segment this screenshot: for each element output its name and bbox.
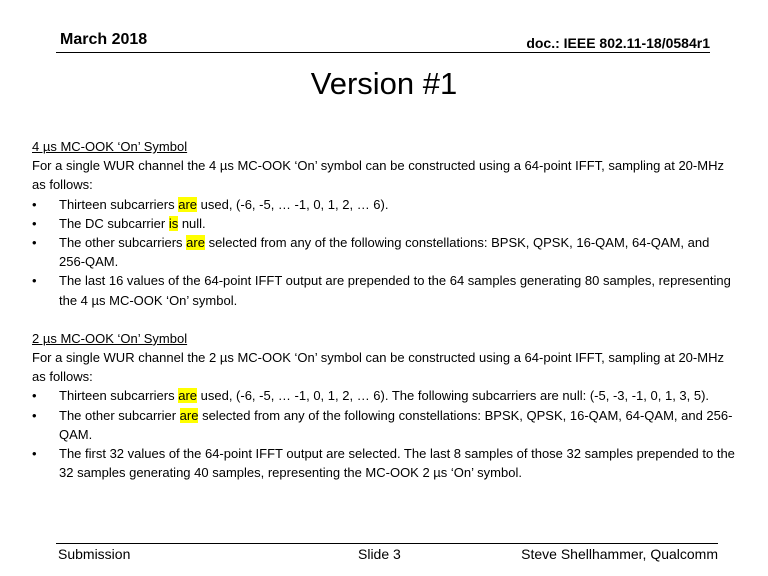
list-item: [32, 444, 738, 482]
list-item: [32, 271, 738, 309]
list-item-text: The other subcarriers are selected from any of the following constellations: BPSK, QPSK, 16-QAM, 64-QAM, and 256-QAM.: [59, 235, 710, 270]
header-divider: [56, 52, 710, 53]
bullet: •: [32, 235, 37, 251]
list-item-text: The other subcarrier are selected from any of the following constellations: BPSK, QPSK, 16-QAM, 64-QAM, and 256-QAM.: [59, 407, 733, 442]
list-item-text: Thirteen subcarriers are used, (-6, -5, … -1, 0, 1, 2, … 6). The following subcarriers are null: (-5, -3, -1, 0, 1, 3, 5).: [59, 388, 710, 404]
section1-heading: 4 µs MC-OOK ‘On’ Symbol: [32, 139, 188, 154]
section2-heading: 2 µs MC-OOK ‘On’ Symbol: [32, 330, 188, 346]
section2-intro: For a single WUR channel the 2 µs MC-OOK ‘On’ symbol can be constructed using a 64-point IFFT, sampling at 20-MHz as follows:: [32, 350, 724, 385]
highlighted-word: are: [186, 235, 205, 251]
bullet: •: [32, 273, 37, 289]
highlighted-word: are: [178, 196, 198, 212]
footer-slide-number: Slide 3: [358, 546, 401, 562]
list-item: [32, 195, 738, 214]
highlighted-word: is: [168, 215, 179, 231]
footer-author: Steve Shellhammer, Qualcomm: [521, 546, 718, 562]
highlighted-word: are: [178, 388, 198, 404]
bullet: •: [32, 388, 37, 404]
list-item: [32, 233, 738, 271]
section1-intro: For a single WUR channel the 4 µs MC-OOK ‘On’ symbol can be constructed using a 64-point IFFT, sampling at 20-MHz as follows:: [32, 158, 724, 193]
list-item-text: Thirteen subcarriers are used, (-6, -5, … -1, 0, 1, 2, … 6).: [59, 196, 389, 212]
list-item-text: The DC subcarrier is null.: [59, 215, 206, 231]
list-item: [32, 406, 738, 444]
slide-title: Version #1: [310, 66, 458, 101]
bullet: •: [32, 196, 37, 212]
list-item: [32, 214, 738, 233]
header-doc-id: doc.: IEEE 802.11-18/0584r1: [526, 35, 710, 51]
bullet: •: [32, 215, 37, 231]
section-spacer: [32, 310, 738, 329]
slide-body: [32, 137, 738, 482]
list-item-text: The first 32 values of the 64-point IFFT output are selected. The last 8 samples of those 32 samples prepended to the 32 samples generating 40 samples, representing the MC-OOK 2 µs ‘On’ symbol.: [59, 446, 735, 481]
highlighted-word: are: [179, 407, 199, 423]
bullet: •: [32, 407, 37, 423]
bullet: •: [32, 446, 37, 462]
list-item-text: The last 16 values of the 64-point IFFT output are prepended to the 64 samples generating 80 samples, representing the 4 µs MC-OOK ‘On’ symbol.: [59, 273, 731, 308]
list-item: [32, 386, 738, 405]
header-date: March 2018: [60, 31, 148, 48]
footer-divider: [56, 543, 718, 544]
footer-submission: Submission: [58, 546, 131, 562]
